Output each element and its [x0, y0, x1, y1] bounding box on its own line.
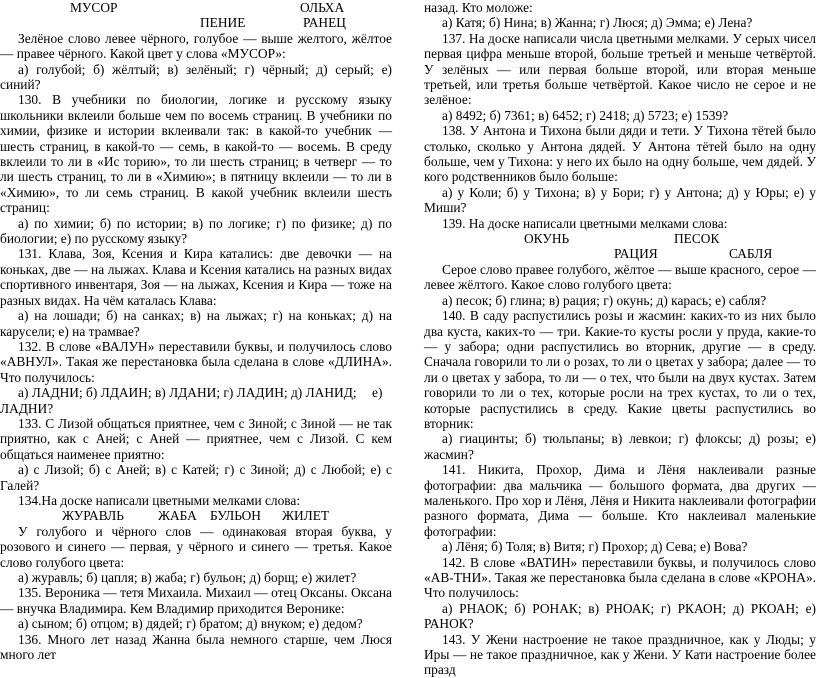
problem-138: 138. У Антона и Тихона были дяди и тети. У Тихона тётей было столько, сколько у Антона дядей. У Антона тётей было на одну больше, чем у Тихона: у него их было на одну больше, чем дядей. У кого родственников было больше:	[424, 123, 816, 185]
problem-132: 132. В слове «ВАЛУН» переставили буквы, и получилось слово «АВНУЛ». Такая же перестановка была сделана в слове «ДЛИНА». Что получилось:	[0, 338, 392, 385]
word-grid-row-2	[0, 15, 392, 30]
problem-131: 131. Клава, Зоя, Ксения и Кира катались: две девочки — на коньках, две — на лыжах. Клава и Ксения катались на разных видах спортивного инвентаря, Зоя — на лыжах, Ксения и Кира — тоже на разных видах. На чём каталась Клава:	[0, 246, 392, 308]
problem-139-text: Серое слово правее голубого, жёлтое — выше красного, серое — левее жёлтого. Какое слово голубого цвета:	[424, 261, 816, 293]
answer-options-132	[0, 385, 392, 400]
answer-options-130: а) по химии; б) по истории; в) по логике; г) по физике; д) по биологии; е) по русскому языку?	[0, 215, 392, 247]
problem-text: Зелёное слово левее чёрного, голубое — выше желтого, жёлтое — правее чёрного. Какой цвет у слова «МУСОР»:	[0, 30, 392, 62]
problem-134: 134.На доске написали цветными мелками слова:	[18, 492, 301, 508]
grid-word: РАЦИЯ	[614, 246, 658, 262]
problem-141: 141. Никита, Прохор, Дима и Лёня наклеивали разные фотографии: два мальчика — большого формата, два других — маленького. Про хор и Лёня, Лёня и Никита наклеивали фотографии разного формата, Дима — больше. Кто наклеивал маленькие фотографии:	[424, 462, 816, 539]
problem-142: 142. В слове «ВАТИН» переставили буквы, и получилось слово «АВ-ТНИ». Такая же перестановка была сделана в слове «КРОНА». Что получилось:	[424, 554, 816, 601]
answer-options-132-cont: ЛАДНИ?	[0, 400, 54, 416]
word-grid-139-row-2	[424, 246, 816, 261]
word: БУЛЬОН	[210, 508, 261, 524]
grid-word: ПЕНИЕ	[200, 15, 246, 31]
grid-word: ОКУНЬ	[524, 231, 570, 247]
problem-140: 140. В саду распустились розы и жасмин: каких-то из них было два куста, каких-то — три. Какие-то кусты росли у пруда, какие-то — у забора; одни распустились во вторник, другие — в среду. Сначала говорили то ли о розах, то ли о цветах у забора; далее — то ли о цветах у забора, то ли — о тех, что были на двух кустах. Затем говорили то ли о тех, которые росли на трех кустах, то ли о тех, которые распустились в среду. Какие цветы распустились во вторник:	[424, 308, 816, 431]
answer-options-132-part: е)	[372, 385, 383, 401]
answer-options-136: а) Катя; б) Нина; в) Жанна; г) Люся; д) Эмма; е) Лена?	[442, 15, 753, 31]
answer-options-131: а) на лошади; б) на санках; в) на лыжах; г) на коньках; д) на карусели; е) на трамвае?	[0, 308, 392, 339]
problem-130: 130. В учебники по биологии, логике и русскому языку школьники вклеили больше чем по восемь страниц. В учебники по химии, физике и истории вклеивали так: в какой-то учебник — шесть страниц, в какой-то — семь, в какой-то — восемь. В среду вклеили то ли в «Ис торию», то ли шесть страниц; в четверг — то ли шесть страниц, то ли в «Химию»; в пятницу вклеили — то ли в «Химию», то ли семь страниц. В какой учебник вклеили шесть страниц:	[0, 92, 392, 216]
answer-options-133: а) с Лизой; б) с Аней; в) с Катей; г) с Зиной; д) с Любой; е) с Галей?	[0, 462, 392, 493]
problem-135: 135. Вероника — тетя Михаила. Михаил — отец Оксаны. Оксана — внучка Владимира. Кем Владимир приходится Веронике:	[0, 585, 392, 616]
problem-143: 143. У Жени настроение не такое праздничное, как у Люды; у Иры — не такое праздничное, как у Жени. У Кати настроение более празд	[424, 631, 816, 678]
answer-options-134: а) журавль; б) цапля; в) жаба; г) бульон; д) борщ; е) жилет?	[18, 569, 357, 585]
answer-options-135: а) сыном; б) отцом; в) дядей; г) братом; д) внуком; е) дедом?	[18, 616, 363, 632]
answer-options: а) голубой; б) жёлтый; в) зелёный; г) чёрный; д) серый; е) синий?	[0, 61, 392, 92]
answer-options-140: а) гиацинты; б) тюльпаны; в) левкои; г) флоксы; д) розы; е) жасмин?	[424, 431, 816, 462]
right-column	[424, 0, 816, 678]
problem-134-text: У голубого и чёрного слов — одинаковая вторая буква, у розового и синего — первая, у чёрного и синего — третья. Какое слово голубого цвета:	[0, 523, 392, 570]
word: ЖИЛЕТ	[282, 508, 330, 524]
problem-137: 137. На доске написали числа цветными мелками. У серых чисел первая цифра меньше второй, больше третьей и меньше четвёртой. У зелёных — или первая больше второй, или вторая меньше третьей, или третья больше четвёртой. Какое число не серое и не зелёное:	[424, 30, 816, 108]
answer-options-137: а) 8492; б) 7361; в) 6452; г) 2418; д) 5723; е) 1539?	[442, 107, 729, 123]
word-list-134	[0, 508, 392, 523]
answer-options-138: а) у Коли; б) у Тихона; в) у Бори; г) у Антона; д) у Юры; е) у Миши?	[424, 184, 816, 216]
answer-options-139: а) песок; б) глина; в) рация; г) окунь; д) карась; е) сабля?	[442, 292, 767, 308]
grid-word: РАНЕЦ	[303, 15, 346, 31]
answer-options-141: а) Лёня; б) Толя; в) Витя; г) Прохор; д) Сева; е) Вова?	[442, 539, 748, 555]
grid-word: ПЕСОК	[674, 231, 720, 247]
word: ЖАБА	[158, 508, 197, 524]
grid-word: САБЛЯ	[729, 246, 773, 262]
grid-word: МУСОР	[70, 0, 118, 15]
problem-136: 136. Много лет назад Жанна была немного старше, чем Люся много лет	[0, 631, 392, 662]
answer-options-142: а) РНАОК; б) РОНАК; в) РНОАК; г) РКАОН; д) РКОАН; е) РАНОК?	[424, 600, 816, 632]
word-grid-row-1	[0, 0, 392, 15]
grid-word: ОЛЬХА	[300, 0, 345, 15]
problem-136-end: назад. Кто моложе:	[424, 0, 533, 15]
word: ЖУРАВЛЬ	[62, 508, 124, 524]
word-grid-139-row-1	[424, 231, 816, 246]
problem-139: 139. На доске написали цветными мелками слова:	[442, 215, 728, 231]
answer-options-132-part: а) ЛАДНИ; б) ЛДАИН; в) ЛДАНИ; г) ЛАДИН; д) ЛАНИД;	[18, 385, 357, 401]
left-column	[0, 0, 392, 662]
problem-133: 133. С Лизой общаться приятнее, чем с Зиной; с Зиной — не так приятно, как с Аней; с Аней — приятнее, чем с Лизой. С кем общаться наименее приятно:	[0, 415, 392, 462]
